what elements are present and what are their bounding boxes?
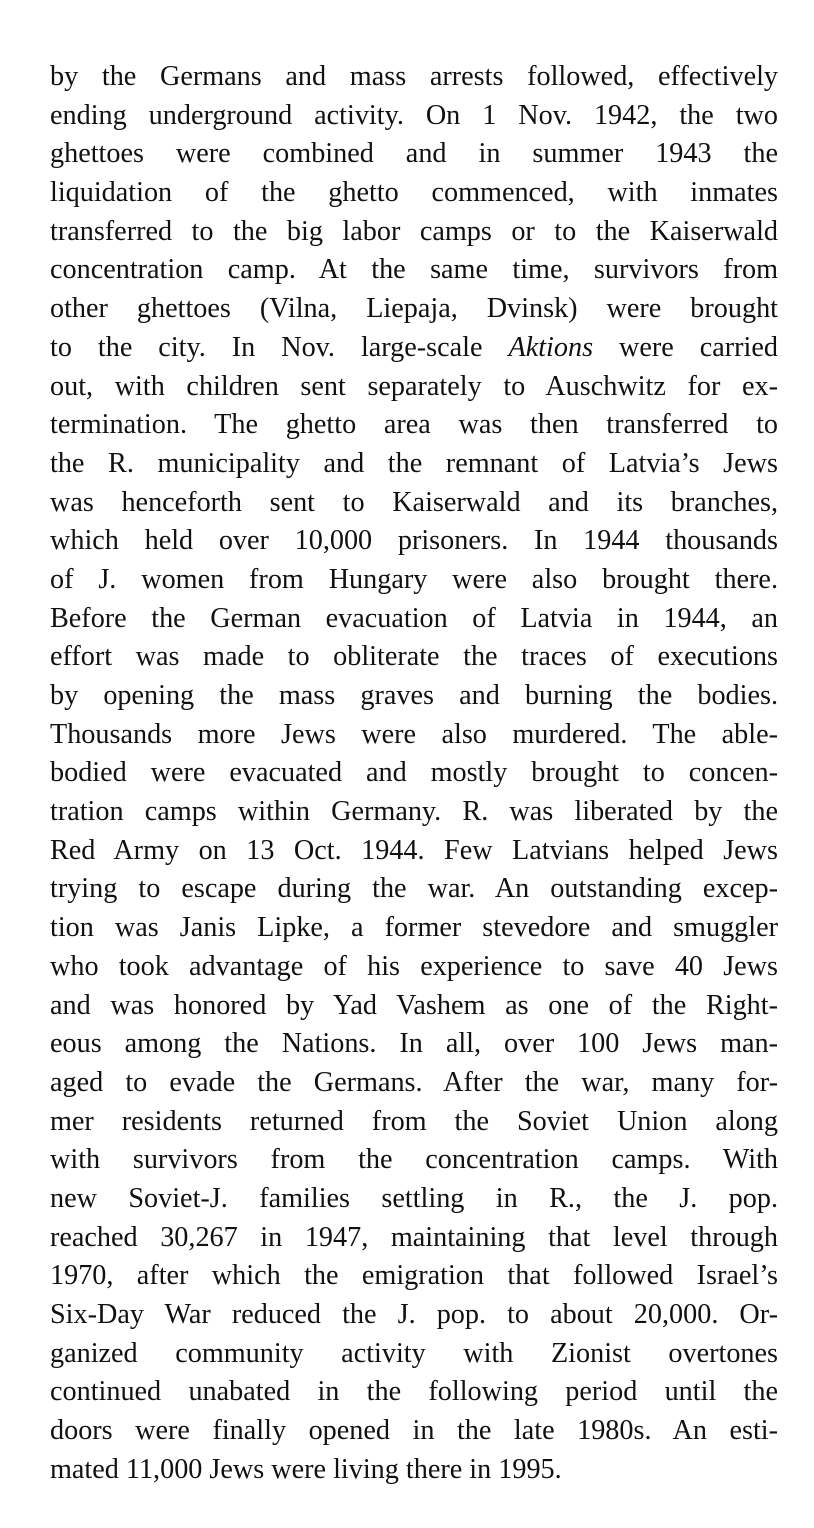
text-line: continued unabated in the following period until the <box>50 1376 778 1408</box>
text-line: who took advantage of his experience to save 40 Jews <box>50 950 778 982</box>
italic-term: Aktions <box>508 331 594 363</box>
text-line: eous among the Nations. In all, over 100 Jews man- <box>50 1028 778 1060</box>
text-line: by opening the mass graves and burning the bodies. <box>50 680 778 711</box>
text-line: Six-Day War reduced the J. pop. to about 20,000. Or- <box>50 1299 778 1330</box>
text-line: liquidation of the ghetto commenced, with inmates <box>50 177 778 209</box>
text-segment: to the city. In Nov. large-scale <box>50 331 509 363</box>
text-line: ganized community activity with Zionist overtones <box>50 1337 778 1369</box>
text-line: bodied were evacuated and mostly brought to concen- <box>50 757 778 789</box>
text-line: ghettoes were combined and in summer 1943 the <box>50 138 778 170</box>
text-line: which held over 10,000 prisoners. In 1944 thousands <box>50 525 778 557</box>
text-line: mer residents returned from the Soviet Union along <box>50 1105 778 1137</box>
text-line: effort was made to obliterate the traces of executions <box>50 641 778 673</box>
text-line: was henceforth sent to Kaiserwald and its branches, <box>50 486 778 518</box>
text-line: with survivors from the concentration camps. With <box>50 1144 778 1176</box>
text-segment: were carried <box>593 331 778 363</box>
text-line: doors were finally opened in the late 1980s. An esti- <box>50 1415 778 1447</box>
text-line: out, with children sent separately to Auschwitz for ex- <box>50 370 778 402</box>
text-line: tration camps within Germany. R. was liberated by the <box>50 796 778 828</box>
text-line: and was honored by Yad Vashem as one of the Right- <box>50 989 778 1021</box>
text-line: trying to escape during the war. An outstanding excep- <box>50 873 778 905</box>
text-column <box>50 58 778 1489</box>
text-line: aged to evade the Germans. After the war, many for- <box>50 1066 778 1098</box>
text-line: 1970, after which the emigration that followed Israel’s <box>50 1260 778 1292</box>
text-line: tion was Janis Lipke, a former stevedore and smuggler <box>50 912 778 944</box>
text-line: transferred to the big labor camps or to the Kaiserwald <box>50 215 778 247</box>
text-line: of J. women from Hungary were also brought there. <box>50 563 778 595</box>
text-line: concentration camp. At the same time, survivors from <box>50 254 778 286</box>
text-line: termination. The ghetto area was then transferred to <box>50 409 778 441</box>
text-line: ending underground activity. On 1 Nov. 1942, the two <box>50 99 778 131</box>
text-line-aktions <box>50 329 778 368</box>
text-line: new Soviet-J. families settling in R., the J. pop. <box>50 1182 778 1214</box>
text-line: by the Germans and mass arrests followed, effectively <box>50 61 778 92</box>
text-line: Before the German evacuation of Latvia in 1944, an <box>50 602 778 634</box>
text-line-final: mated 11,000 Jews were living there in 1995. <box>50 1453 562 1485</box>
text-line: reached 30,267 in 1947, maintaining that level through <box>50 1221 778 1253</box>
text-line: Red Army on 13 Oct. 1944. Few Latvians helped Jews <box>50 834 778 866</box>
text-line: other ghettoes (Vilna, Liepaja, Dvinsk) were brought <box>50 293 778 325</box>
text-line: Thousands more Jews were also murdered. The able- <box>50 718 778 750</box>
text-line: the R. municipality and the remnant of Latvia’s Jews <box>50 447 778 479</box>
